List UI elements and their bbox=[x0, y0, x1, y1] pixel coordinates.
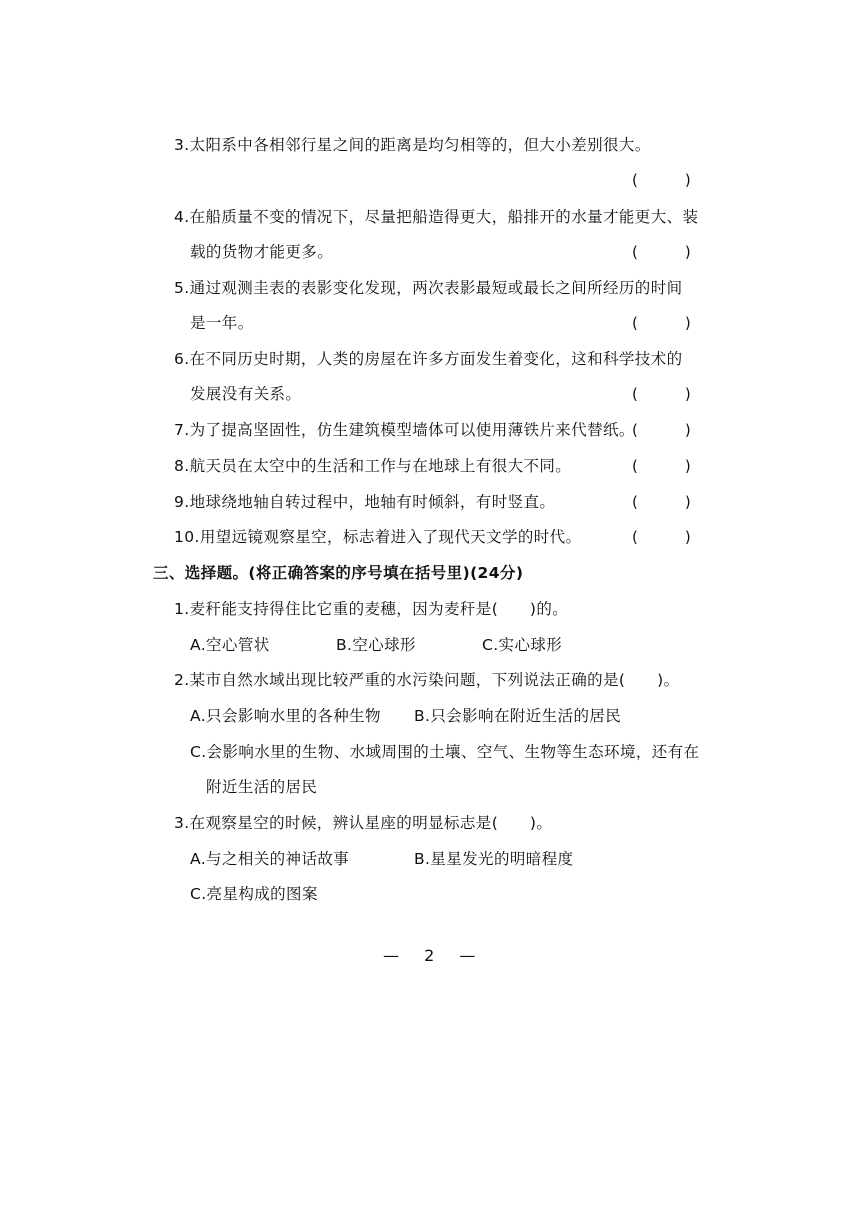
choice-question-1: 1.麦秆能支持得住比它重的麦穗，因为麦秆是( )的。 bbox=[174, 600, 569, 618]
tf-answer-blank-8[interactable]: ( ) bbox=[632, 457, 707, 475]
tf-answer-blank-9[interactable]: ( ) bbox=[632, 493, 707, 511]
choice-1-option-c: C.实心球形 bbox=[482, 636, 563, 654]
page-number: — 2 — bbox=[383, 946, 486, 965]
tf-question-5-line2: 是一年。 bbox=[190, 314, 254, 332]
tf-answer-blank-5[interactable]: ( ) bbox=[632, 314, 707, 332]
tf-question-6-line2: 发展没有关系。 bbox=[190, 385, 302, 403]
choice-section-heading: 三、选择题。(将正确答案的序号填在括号里)(24分) bbox=[153, 564, 524, 582]
tf-question-6-line1: 6.在不同历史时期，人类的房屋在许多方面发生着变化，这和科学技术的 bbox=[174, 350, 683, 368]
tf-question-4-line2: 载的货物才能更多。 bbox=[190, 243, 334, 261]
choice-2-option-a: A.只会影响水里的各种生物 bbox=[190, 707, 381, 725]
tf-answer-blank-3[interactable]: ( ) bbox=[632, 171, 707, 189]
tf-question-8: 8.航天员在太空中的生活和工作与在地球上有很大不同。 bbox=[174, 457, 572, 475]
tf-answer-blank-4[interactable]: ( ) bbox=[632, 243, 707, 261]
tf-question-7: 7.为了提高坚固性，仿生建筑模型墙体可以使用薄铁片来代替纸。 bbox=[174, 421, 635, 439]
tf-answer-blank-6[interactable]: ( ) bbox=[632, 385, 707, 403]
choice-1-option-a: A.空心管状 bbox=[190, 636, 270, 654]
tf-answer-blank-10[interactable]: ( ) bbox=[632, 528, 707, 546]
tf-question-5-line1: 5.通过观测圭表的表影变化发现，两次表影最短或最长之间所经历的时间 bbox=[174, 279, 683, 297]
tf-question-9: 9.地球绕地轴自转过程中，地轴有时倾斜，有时竖直。 bbox=[174, 493, 556, 511]
choice-2-option-c-line1: C.会影响水里的生物、水域周围的土壤、空气、生物等生态环境，还有在 bbox=[190, 743, 700, 761]
choice-question-3: 3.在观察星空的时候，辨认星座的明显标志是( )。 bbox=[174, 814, 553, 832]
choice-2-option-b: B.只会影响在附近生活的居民 bbox=[414, 707, 622, 725]
choice-2-option-c-line2: 附近生活的居民 bbox=[206, 778, 318, 796]
tf-answer-blank-7[interactable]: ( ) bbox=[632, 421, 707, 439]
choice-3-option-b: B.星星发光的明暗程度 bbox=[414, 850, 574, 868]
tf-question-10: 10.用望远镜观察星空，标志着进入了现代天文学的时代。 bbox=[174, 528, 582, 546]
choice-3-option-c: C.亮星构成的图案 bbox=[190, 885, 318, 903]
tf-question-4-line1: 4.在船质量不变的情况下，尽量把船造得更大，船排开的水量才能更大、装 bbox=[174, 208, 699, 226]
tf-question-3: 3.太阳系中各相邻行星之间的距离是均匀相等的，但大小差别很大。 bbox=[174, 136, 651, 154]
choice-3-option-a: A.与之相关的神话故事 bbox=[190, 850, 350, 868]
choice-question-2: 2.某市自然水域出现比较严重的水污染问题，下列说法正确的是( )。 bbox=[174, 671, 680, 689]
choice-1-option-b: B.空心球形 bbox=[336, 636, 416, 654]
